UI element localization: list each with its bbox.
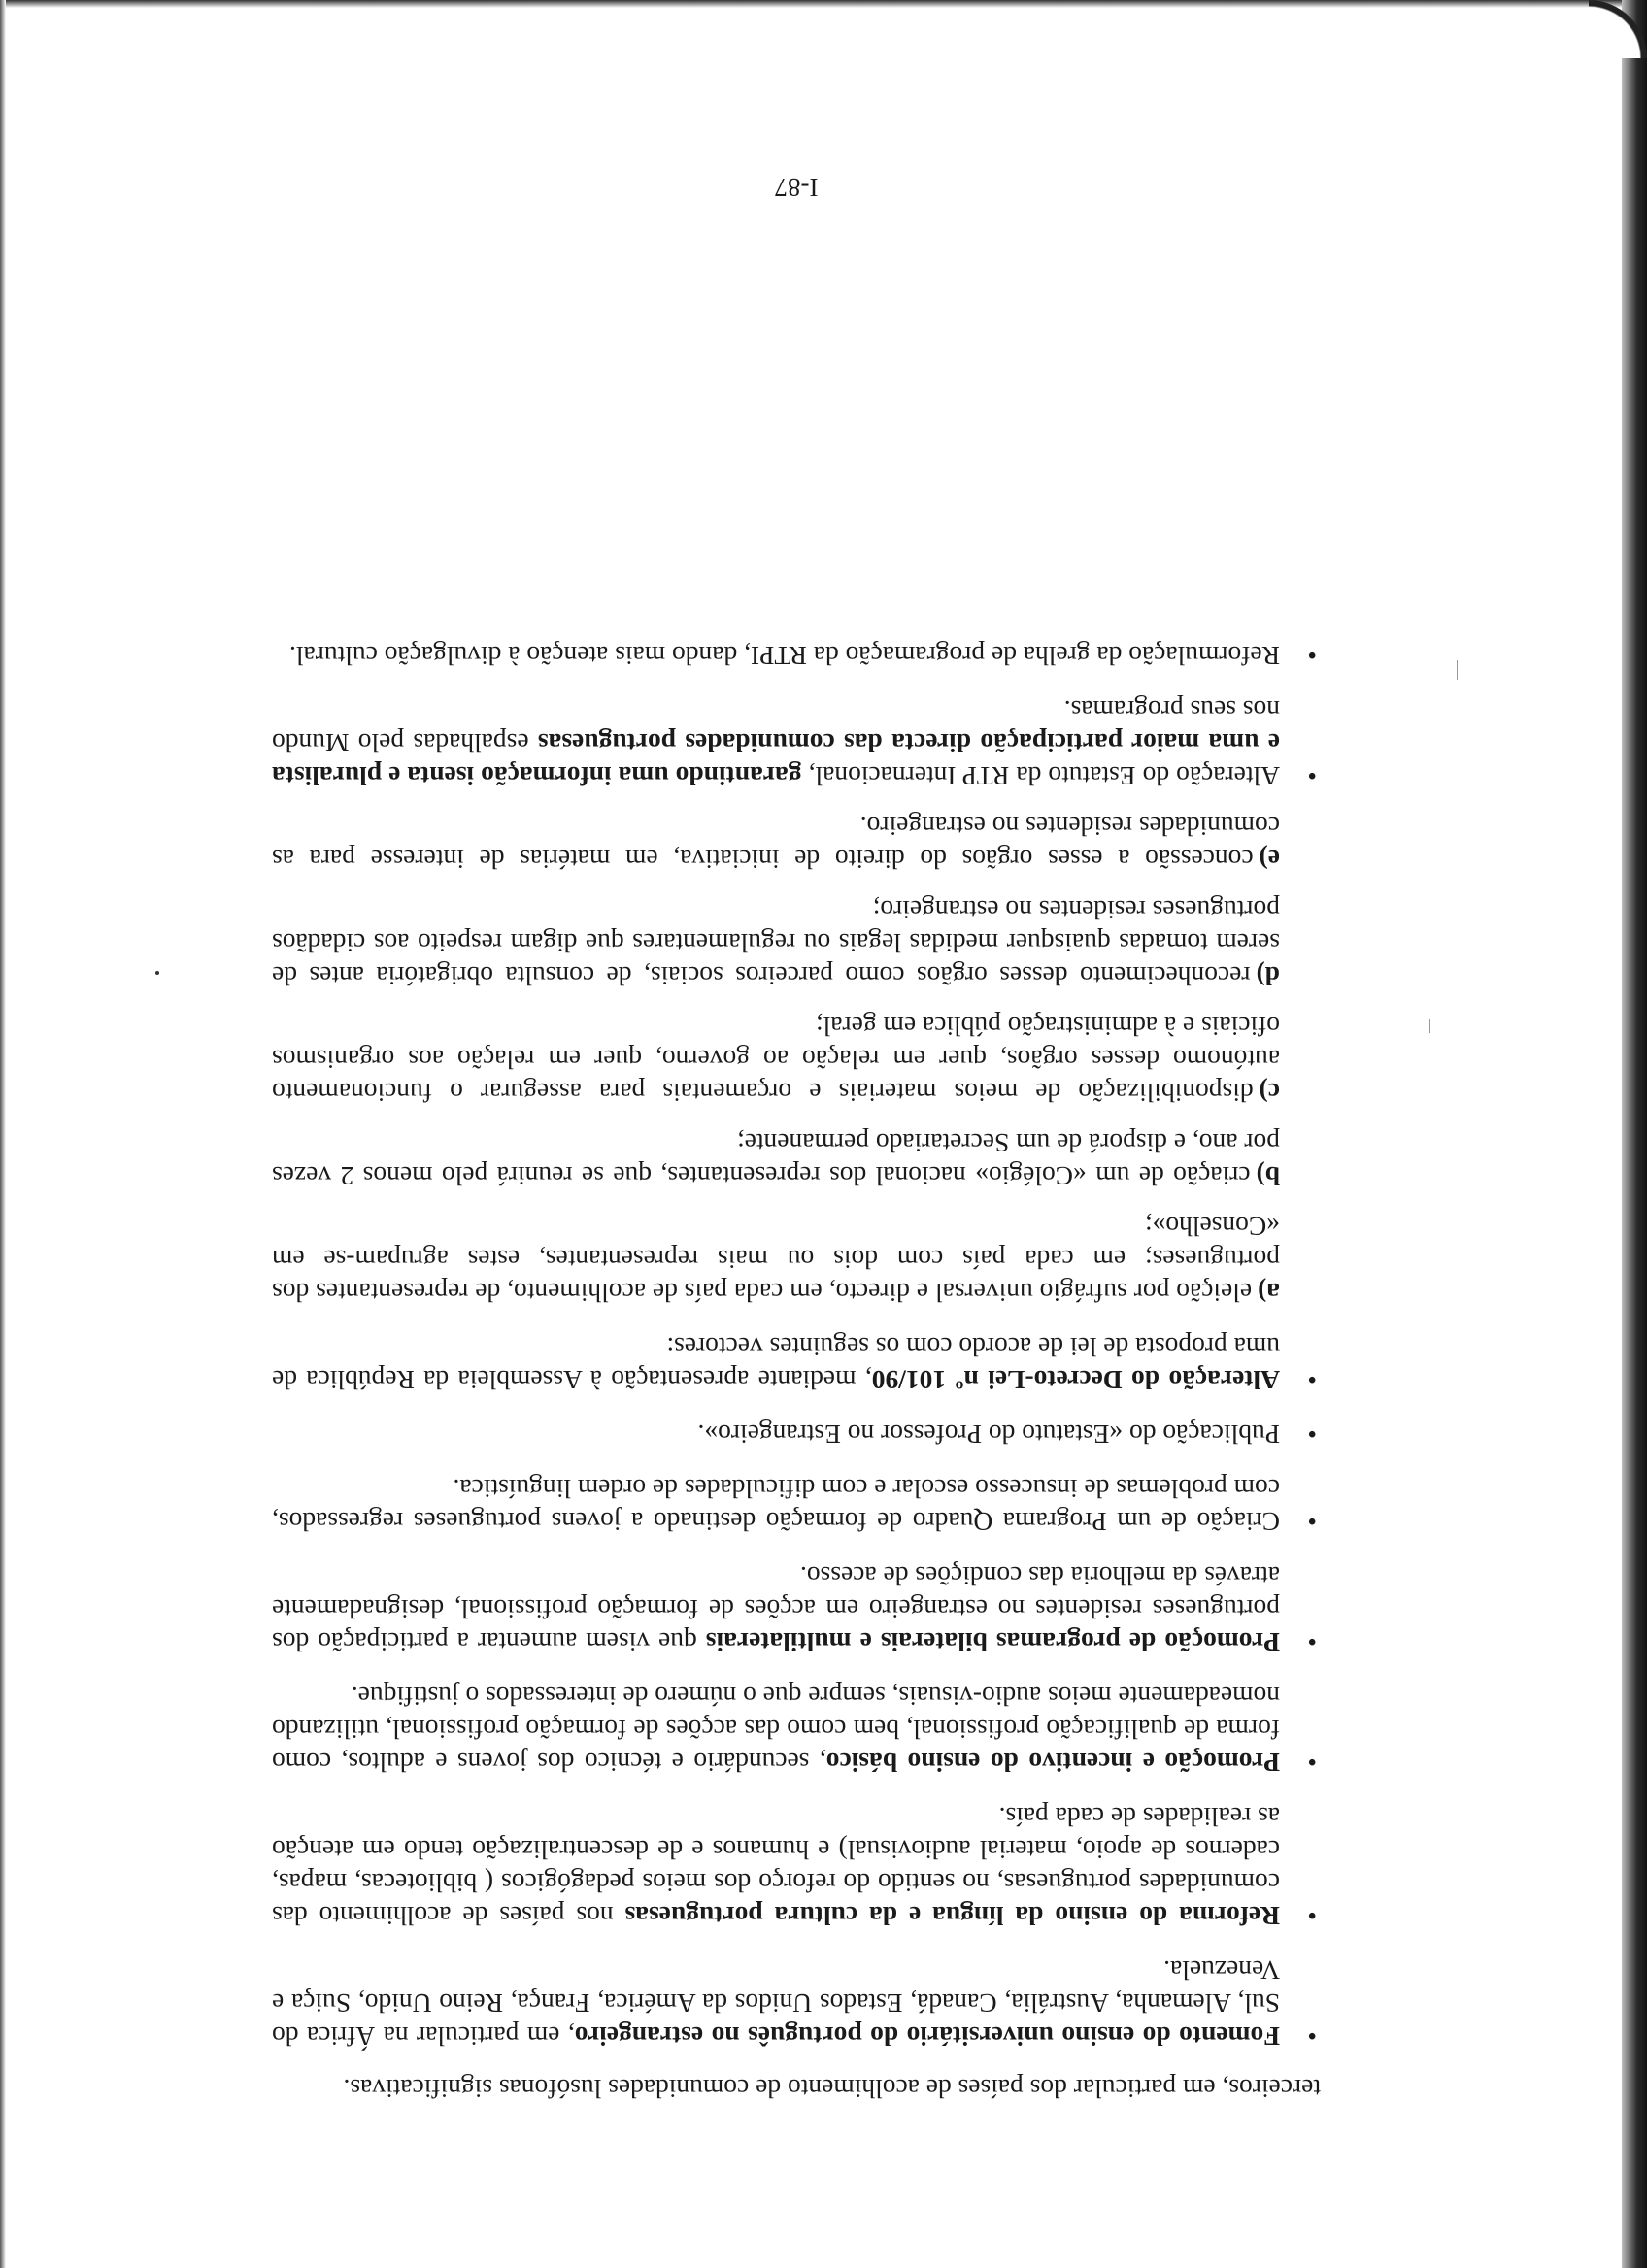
- item-text: Criação de um Programa Quadro de formação destinado a jovens portugueses regressados, com problemas de insucesso escolar e com dificuldades de ordem linguística.: [272, 1474, 1280, 1537]
- list-item: [272, 639, 1321, 672]
- scan-mark: [1429, 1019, 1430, 1033]
- bullet-list: [272, 1330, 1321, 2052]
- item-pre: Alteração do Estatuto da RTP Internacional,: [801, 761, 1280, 791]
- sub-letter: a): [1258, 1278, 1280, 1308]
- sub-text: concessão a esses orgãos do direito de iniciativa, em matérias de interesse para as comunidades residentes no estrangeiro.: [272, 812, 1280, 875]
- sub-text: reconhecimento desses orgãos como parceiros sociais, de consulta obrigatória antes de serem tomadas quaisquer medidas legais ou regulamentares que digam respeito aos cidadãos portugueses residentes no estrangeiro;: [272, 895, 1280, 991]
- list-item: [272, 1559, 1321, 1658]
- scan-edge-right: [1622, 0, 1647, 2268]
- sub-letter: d): [1256, 961, 1280, 991]
- sub-item-e: [272, 810, 1280, 876]
- item-bold: Fomento do ensino universitário do português no estrangeiro: [574, 2021, 1280, 2051]
- bullet-icon: •: [1307, 1627, 1317, 1657]
- item-text: que visem aumentar a participação dos portugueses residentes no estrangeiro em acções de formação profissional, designadamente através da melhoria das condições de acesso.: [271, 1561, 1280, 1657]
- bullet-icon: •: [1307, 641, 1317, 671]
- item-bold: Promoção de programas bilaterais e multilaterais: [705, 1627, 1280, 1657]
- item-text: , mediante apresentação à Assembleia da República de uma proposta de lei de acordo com os seguintes vectores:: [272, 1332, 1280, 1395]
- document-page: [272, 115, 1321, 2105]
- sub-letter: b): [1256, 1161, 1280, 1191]
- page-number: I-87: [774, 173, 819, 202]
- bullet-icon: •: [1307, 761, 1317, 791]
- item-bold: garantindo uma informação isenta e pluralista e uma maior participação directa das comunidades portuguesas: [271, 728, 1280, 791]
- bullet-icon: •: [1307, 2021, 1317, 2051]
- item-text: Reformulação da grelha de programação da RTPI, dando mais atenção à divulgação cultural.: [288, 641, 1280, 671]
- sub-letter: e): [1259, 845, 1280, 875]
- sub-text: criação de um «Colégio» nacional dos representantes, que se reunirá pelo menos 2 vezes por ano, e disporá de um Secretariado permanente;: [272, 1128, 1280, 1191]
- list-item: [272, 1330, 1321, 1396]
- intro-paragraph: terceiros, em particular dos países de acolhimento de comunidades lusófonas significativas.: [343, 2074, 1321, 2104]
- scan-edge-left: [0, 0, 6, 2268]
- list-item: [272, 1680, 1321, 1779]
- item-text: , secundário e técnico dos jovens e adultos, como forma de qualificação profissional, bem como das acções de formação profissional, utilizando nomeadamente meios audio-visuais, sempre que o número de interessados o justifique.: [272, 1682, 1280, 1778]
- vector-sub-list: [272, 810, 1321, 1309]
- scan-edge-top: [0, 0, 1647, 8]
- document-body: [272, 617, 1321, 2105]
- sub-text: eleição por sufrágio universal e directo, em cada país de acolhimento, de representantes dos portugueses; em cada país com dois ou mais representantes, estes agrupam-se em «Conselho»;: [272, 1212, 1280, 1308]
- bullet-icon: •: [1307, 1748, 1317, 1778]
- bullet-icon: •: [1307, 1419, 1317, 1450]
- item-text: espalhadas pelo Mundo nos seus programas.: [271, 695, 1280, 758]
- list-item: [272, 1472, 1321, 1538]
- sub-item-a: [272, 1210, 1280, 1309]
- sub-item-b: [272, 1126, 1280, 1192]
- scan-speck: [155, 971, 159, 975]
- scan-mark: [1457, 660, 1458, 680]
- item-text: nos países de acolhimento das comunidades portuguesas, no sentido do reforço dos meios pedagógicos ( bibliotecas, mapas, cadernos de apoio, material audiovisual) e humanos e de descentralização tendo em atenção as realidades de cada país.: [271, 1802, 1280, 1931]
- item-text: , em particular na África do Sul, Alemanha, Austrália, Canadá, Estados Unidos da América, França, Reino Unido, Suiça e Venezuela.: [272, 1955, 1280, 2051]
- bullet-icon: •: [1307, 1507, 1317, 1537]
- list-item: [272, 1800, 1321, 1932]
- sub-letter: c): [1259, 1078, 1280, 1108]
- bullet-icon: •: [1307, 1901, 1317, 1931]
- sub-text: disponibilização de meios materiais e orçamentais para assegurar o funcionamento autónomo desses orgãos, quer em relação ao governo, quer em relação aos organismos oficiais e à administração pública em geral;: [272, 1012, 1280, 1108]
- list-item: [272, 1418, 1321, 1451]
- list-item: [272, 1953, 1321, 2052]
- bullet-icon: •: [1307, 1365, 1317, 1395]
- sub-item-c: [272, 1010, 1280, 1109]
- item-text: Publicação do «Estatuto do Professor no Estrangeiro».: [697, 1419, 1280, 1450]
- sub-item-d: [272, 893, 1280, 992]
- list-item: [272, 693, 1321, 792]
- item-bold: Promoção e incentivo do ensino básico: [825, 1748, 1280, 1778]
- item-bold: Alteração do Decreto-Lei nº 101/90: [871, 1365, 1280, 1395]
- bullet-list-final: [272, 639, 1321, 792]
- item-bold: Reforma do ensino da língua e da cultura portuguesas: [624, 1901, 1280, 1931]
